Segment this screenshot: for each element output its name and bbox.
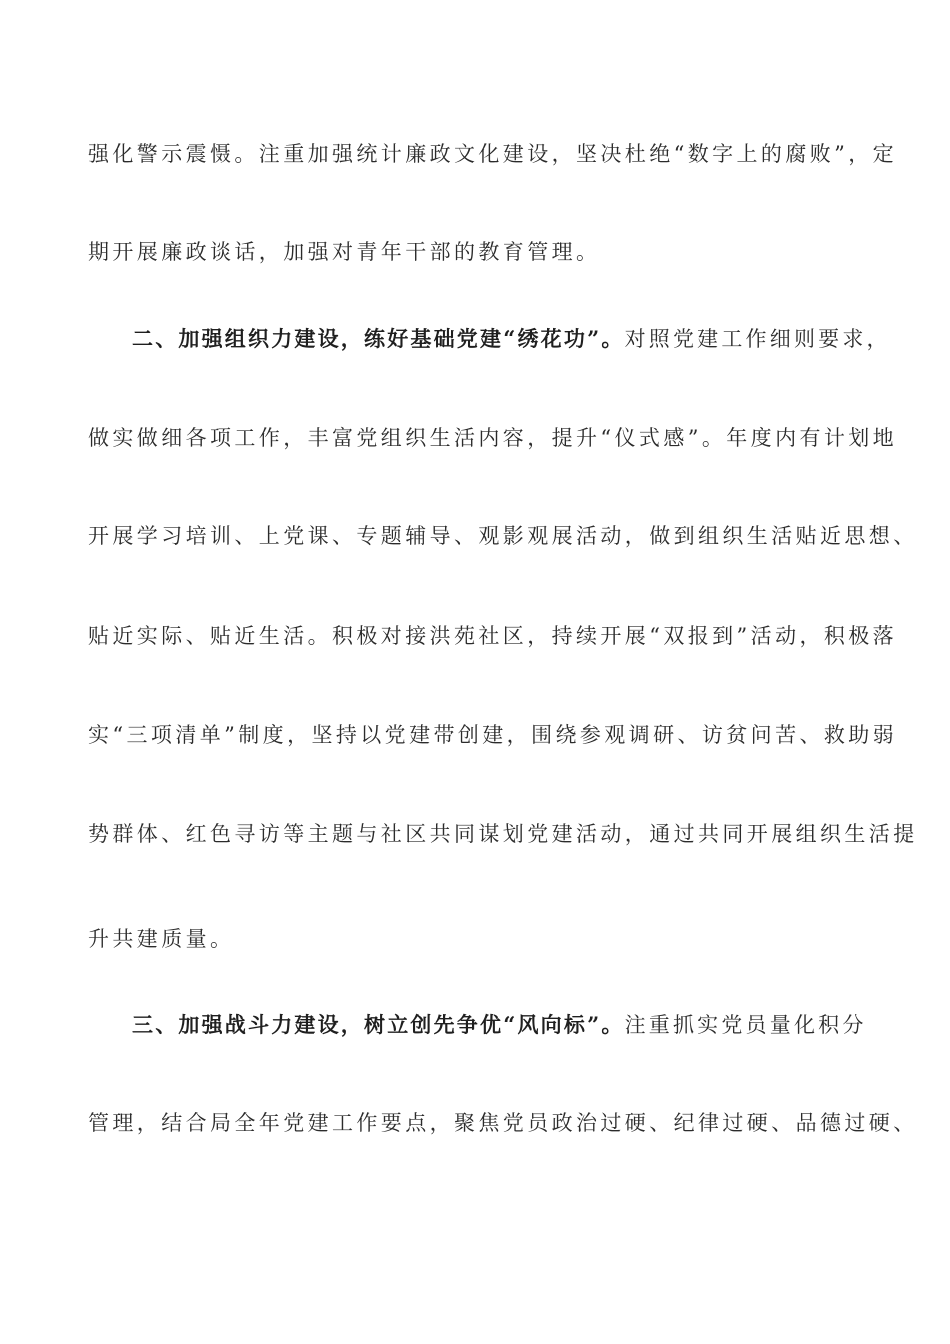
section-three-heading: 三、加强战斗力建设，树立创先争优“风向标”。 [132,1012,625,1037]
paragraph-line: 升共建质量。 [88,927,235,951]
paragraph-line: 强化警示震慑。注重加强统计廉政文化建设，坚决杜绝“数字上的腐败”，定 [88,142,898,166]
paragraph-line: 管理，结合局全年党建工作要点，聚焦党员政治过硬、纪律过硬、品德过硬、 [88,1111,918,1135]
section-three-text: 注重抓实党员量化积分 [624,1013,867,1037]
section-three-line [132,1011,867,1039]
section-two-text: 对照党建工作细则要求， [624,327,891,351]
paragraph-line: 贴近实际、贴近生活。积极对接洪苑社区，持续开展“双报到”活动，积极落 [88,624,898,648]
paragraph-line: 做实做细各项工作，丰富党组织生活内容，提升“仪式感”。年度内有计划地 [88,426,898,450]
paragraph-line: 期开展廉政谈话，加强对青年干部的教育管理。 [88,240,601,264]
paragraph-line: 势群体、红色寻访等主题与社区共同谋划党建活动，通过共同开展组织生活提 [88,822,918,846]
section-two-line [132,325,891,353]
paragraph-line: 开展学习培训、上党课、专题辅导、观影观展活动，做到组织生活贴近思想、 [88,524,918,548]
paragraph-line: 实“三项清单”制度，坚持以党建带创建，围绕参观调研、访贫问苦、救助弱 [88,723,898,747]
section-two-heading: 二、加强组织力建设，练好基础党建“绣花功”。 [132,326,625,351]
